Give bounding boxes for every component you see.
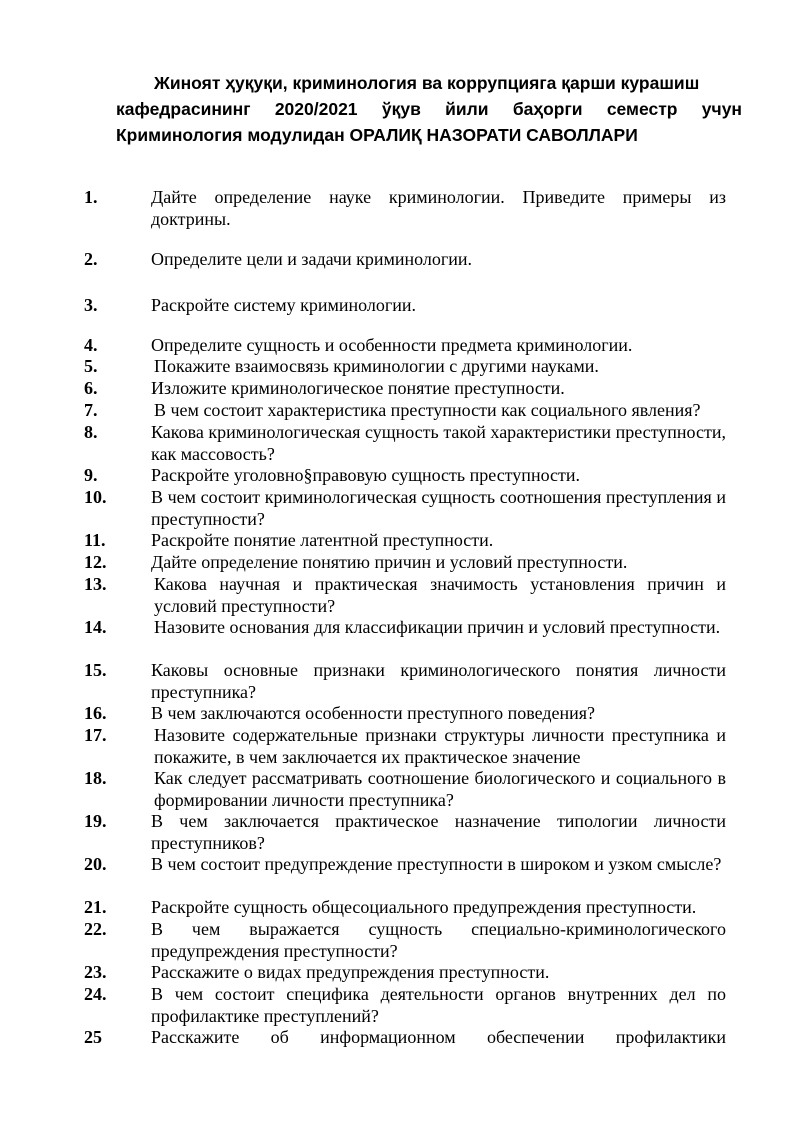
question-item (84, 983, 726, 1027)
question-item (84, 616, 726, 638)
question-item (84, 334, 726, 356)
header-line-3: Криминология модулидан ОРАЛИҚ НАЗОРАТИ САВОЛЛАРИ (116, 125, 638, 145)
question-number: 6. (84, 378, 98, 398)
question-item (84, 377, 726, 399)
question-text: Какова научная и практическая значимость установления причин и условий преступности? (154, 574, 726, 616)
question-number: 8. (84, 422, 98, 442)
question-text: Назовите содержательные признаки структуры личности преступника и покажите, в чем заключается их практическое значение (154, 725, 726, 767)
question-text: Дайте определение понятию причин и условий преступности. (151, 552, 628, 572)
question-text: В чем состоит предупреждение преступности в широком и узком смысле? (151, 854, 722, 874)
question-number: 19. (84, 811, 107, 831)
question-item (84, 918, 726, 962)
question-text: Раскройте сущность общесоциального предупреждения преступности. (151, 897, 697, 917)
question-text: В чем выражается сущность специально-криминологического предупреждения преступности? (151, 919, 726, 961)
question-text: Дайте определение науке криминологии. Приведите примеры из доктрины. (151, 187, 726, 229)
question-item (84, 724, 726, 768)
question-text: Раскройте систему криминологии. (151, 295, 417, 315)
question-item (84, 573, 726, 617)
question-number: 1. (84, 187, 98, 207)
question-item (84, 186, 726, 230)
question-number: 4. (84, 335, 98, 355)
question-number: 14. (84, 617, 107, 637)
question-number: 21. (84, 897, 107, 917)
question-text: В чем состоит специфика деятельности органов внутренних дел по профилактике преступлений? (151, 984, 726, 1026)
question-item (84, 1026, 726, 1048)
question-number: 24. (84, 984, 107, 1004)
question-text: Расскажите о видах предупреждения преступности. (151, 962, 550, 982)
question-number: 3. (84, 295, 98, 315)
question-item (84, 486, 726, 530)
question-item (84, 702, 726, 724)
question-item (84, 294, 726, 316)
question-text: В чем состоит характеристика преступности как социального явления? (154, 400, 701, 420)
header-line-2: кафедрасининг 2020/2021 ўқув йили баҳорги семестр учун (116, 99, 742, 119)
question-text: Каковы основные признаки криминологического понятия личности преступника? (151, 660, 726, 702)
question-item (84, 961, 726, 983)
question-number: 25 (84, 1027, 102, 1047)
question-text: В чем состоит криминологическая сущность соотношения преступления и преступности? (151, 487, 726, 529)
question-item (84, 399, 726, 421)
question-item (84, 464, 726, 486)
question-item (84, 248, 726, 270)
question-number: 18. (84, 768, 107, 788)
question-number: 7. (84, 400, 98, 420)
header-line-1: Жиноят ҳуқуқи, криминология ва коррупцияга қарши курашиш (154, 73, 700, 93)
document-header (116, 70, 742, 148)
question-number: 2. (84, 249, 98, 269)
question-text: Какова криминологическая сущность такой характеристики преступности, как массовость? (151, 422, 726, 464)
question-text: В чем заключается практическое назначение типологии личности преступников? (151, 811, 726, 853)
question-text: Раскройте понятие латентной преступности. (151, 530, 494, 550)
question-item (84, 767, 726, 811)
question-number: 16. (84, 703, 107, 723)
question-number: 12. (84, 552, 107, 572)
question-number: 13. (84, 574, 107, 594)
question-item (84, 659, 726, 703)
question-item (84, 529, 726, 551)
question-item (84, 551, 726, 573)
question-text: Назовите основания для классификации причин и условий преступности. (154, 617, 721, 637)
question-text: Изложите криминологическое понятие преступности. (151, 378, 565, 398)
question-number: 17. (84, 725, 107, 745)
question-number: 20. (84, 854, 107, 874)
question-number: 11. (84, 530, 106, 550)
question-text: В чем заключаются особенности преступного поведения? (151, 703, 596, 723)
question-number: 9. (84, 465, 98, 485)
question-text: Определите цели и задачи криминологии. (151, 249, 473, 269)
question-number: 15. (84, 660, 107, 680)
question-text: Раскройте уголовно§правовую сущность преступности. (151, 465, 581, 485)
question-item (84, 810, 726, 854)
question-text: Покажите взаимосвязь криминологии с другими науками. (154, 356, 599, 376)
question-number: 5. (84, 356, 98, 376)
question-text: Определите сущность и особенности предмета криминологии. (151, 335, 633, 355)
question-item (84, 421, 726, 465)
question-number: 22. (84, 919, 107, 939)
question-text: Расскажите об информационном обеспечении профилактики (151, 1027, 726, 1047)
question-number: 23. (84, 962, 107, 982)
question-item (84, 355, 726, 377)
question-text: Как следует рассматривать соотношение биологического и социального в формировании личности преступника? (154, 768, 726, 810)
question-item (84, 896, 726, 918)
question-number: 10. (84, 487, 107, 507)
question-item (84, 853, 726, 875)
